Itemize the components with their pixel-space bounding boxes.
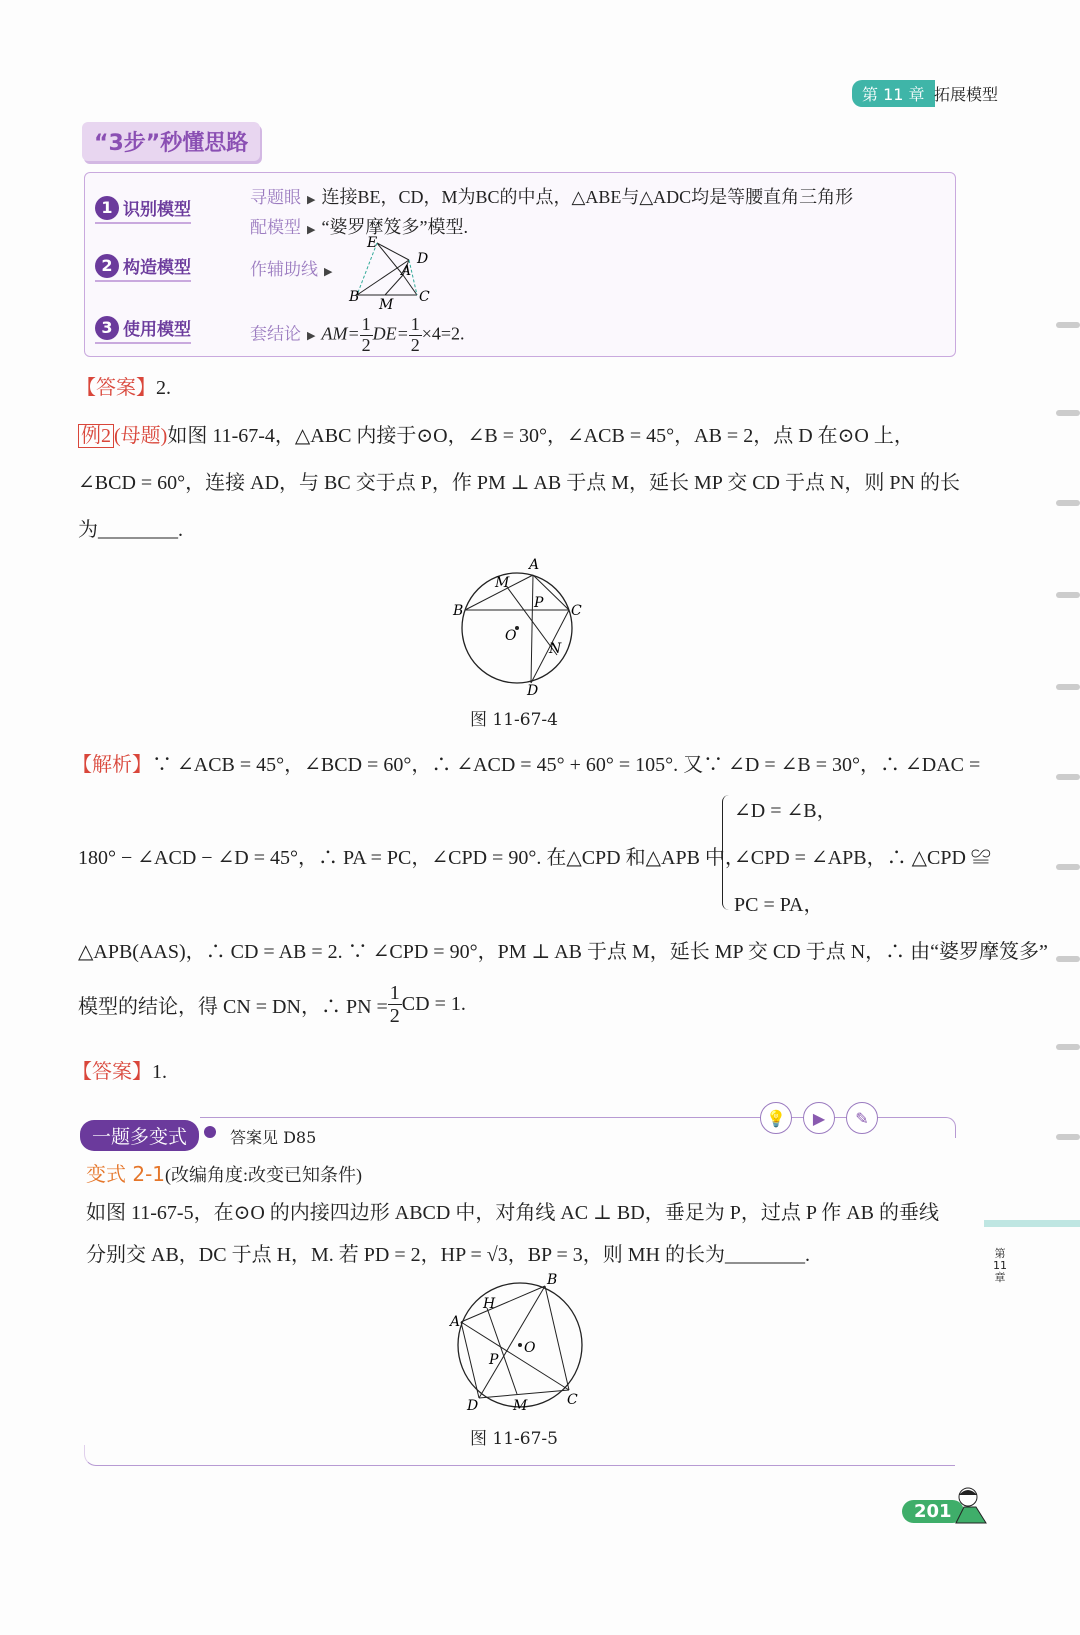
fraction: $\frac{1}{2}$ [410, 314, 420, 355]
figure-11-67-5 [445, 1272, 595, 1422]
example-2-line-2: ∠BCD = 60°，连接 AD，与 BC 交于点 P，作 PM ⊥ AB 于点 M，延长 MP 交 CD 于点 N，则 PN 的长 [78, 472, 960, 494]
step-number: 3 [95, 316, 119, 340]
answer-tag: 【答案】 [72, 1061, 152, 1083]
formula: AM= [321, 323, 360, 344]
thinking-title: “3步”秒懂思路 [82, 122, 260, 161]
fraction: $\frac{1}{2}$ [389, 982, 400, 1027]
step-number: 1 [95, 196, 119, 220]
brace-condition: ∠D = ∠B， [734, 800, 837, 822]
row-label: 套结论 [250, 324, 301, 344]
chapter-name: 拓展模型 [934, 85, 999, 104]
step-label: 识别模型 [123, 200, 191, 220]
badge-dot [204, 1126, 216, 1138]
solution-tag: 【解析】 [72, 754, 152, 776]
point-label: C [419, 289, 430, 305]
page-number: 201 [902, 1500, 964, 1523]
edge-mark [1056, 1134, 1080, 1140]
variant-line-2: 分别交 AB，DC 于点 H，M. 若 PD = 2，HP = √3，BP = 3，则 MH 的长为________. [86, 1244, 810, 1266]
brace-condition-row [734, 841, 991, 870]
chapter-tag: 第 11 章 [852, 80, 935, 107]
solution-text: 模型的结论，得 CN = DN，∴ PN = [78, 996, 388, 1018]
step-3 [95, 315, 191, 344]
example-2-line-3: 为________. [78, 519, 183, 541]
point-label: O [524, 1340, 536, 1356]
brace-condition: ∠CPD = ∠APB， [734, 847, 887, 869]
variant-subtitle: (改编角度:改变已知条件) [165, 1165, 363, 1185]
answer-2 [72, 1055, 167, 1084]
edge-mark [1056, 322, 1080, 328]
edge-mark [1056, 684, 1080, 690]
step-number: 2 [95, 254, 119, 278]
point-label: H [483, 1296, 496, 1312]
answer-reference: 答案见 D85 [230, 1128, 317, 1147]
row-text: 连接BE，CD，M为BC的中点，△ABE与△ADC均是等腰直角三角形 [321, 187, 854, 207]
arrow-icon: ▶ [307, 330, 316, 343]
point-label: A [450, 1314, 461, 1330]
step-2 [95, 253, 191, 282]
pencil-icon[interactable]: ✎ [846, 1102, 878, 1134]
arrow-icon: ▶ [324, 266, 333, 278]
solution-line-2: 180° − ∠ACD − ∠D = 45°，∴ PA = PC，∠CPD = 90°. 在△CPD 和△APB 中， [78, 847, 745, 869]
point-label: A [401, 263, 412, 279]
edge-mark [1056, 592, 1080, 598]
section-bottom-border [84, 1445, 955, 1466]
brace [722, 795, 729, 910]
answer-value: 2. [156, 377, 171, 399]
solution-line-3: △APB(AAS)，∴ CD = AB = 2. ∵ ∠CPD = 90°，PM ⊥ AB 于点 M，延长 MP 交 CD 于点 N，∴ 由“婆罗摩笈多” [78, 941, 1048, 963]
variant-line-1: 如图 11-67-5，在⊙O 的内接四边形 ABCD 中，对角线 AC ⊥ BD，垂足为 P，过点 P 作 AB 的垂线 [86, 1202, 940, 1224]
variant-title [86, 1158, 362, 1187]
point-label: B [547, 1272, 558, 1288]
fraction: $\frac{1}{2}$ [361, 314, 371, 355]
point-label: P [489, 1352, 499, 1368]
point-label: P [534, 595, 544, 611]
point-label: N [549, 641, 562, 657]
point-label: C [571, 603, 582, 619]
row-label: 寻题眼 [250, 188, 301, 207]
variant-label: 变式 2-1 [86, 1162, 166, 1186]
example-subtag: (母题) [114, 425, 168, 447]
point-label: D [527, 683, 539, 699]
point-label: M [379, 297, 394, 313]
edge-mark [1056, 774, 1080, 780]
three-step-box [84, 172, 956, 357]
example-2-line-1 [78, 419, 914, 448]
row-text: “婆罗摩笈多”模型. [321, 217, 468, 237]
row-conclusion [250, 315, 465, 356]
cartoon-student-icon [950, 1485, 990, 1525]
solution-line-4 [78, 982, 466, 1027]
solution-text: ∵ ∠ACB = 45°，∠BCD = 60°，∴ ∠ACD = 45° + 60° = 105°. 又∵ ∠D = ∠B = 30°，∴ ∠DAC = [152, 754, 981, 776]
arrow-icon: ▶ [307, 224, 316, 236]
model-figure [347, 235, 437, 315]
solution-text: CD = 1. [401, 993, 466, 1015]
point-label: B [349, 289, 360, 305]
formula: DE= [372, 323, 409, 344]
side-chapter-label: 第11章 [993, 1247, 1007, 1285]
figure-caption: 图 11-67-4 [470, 710, 558, 730]
edge-mark [1056, 1044, 1080, 1050]
point-label: M [495, 575, 510, 591]
play-icon[interactable]: ▶ [803, 1102, 835, 1134]
step-label: 使用模型 [123, 320, 191, 340]
answer-value: 1. [152, 1061, 167, 1083]
row-aux [250, 255, 338, 280]
figure-caption: 图 11-67-5 [470, 1429, 558, 1449]
point-label: D [417, 251, 429, 267]
answer-tag: 【答案】 [76, 377, 156, 399]
row-label: 配模型 [250, 218, 301, 237]
row-label: 作辅助线 [250, 260, 318, 279]
lightbulb-icon[interactable]: 💡 [760, 1102, 792, 1134]
point-label: E [367, 235, 378, 251]
example-tag: 例2 [78, 424, 114, 448]
chapter-edge-tab [984, 1220, 1080, 1227]
point-label: B [453, 603, 464, 619]
point-label: O [505, 628, 517, 644]
formula: ×4=2. [421, 323, 465, 344]
point-label: A [529, 557, 540, 573]
arrow-icon: ▶ [307, 194, 316, 206]
edge-mark [1056, 500, 1080, 506]
brace-condition: PC = PA， [734, 894, 824, 916]
step-1 [95, 195, 191, 224]
solution-line-1 [72, 748, 980, 777]
step-label: 构造模型 [123, 258, 191, 278]
figure-11-67-4 [445, 555, 595, 700]
point-label: C [567, 1392, 578, 1408]
point-label: D [467, 1398, 479, 1414]
edge-mark [1056, 410, 1080, 416]
section-badge: 一题多变式 [80, 1120, 199, 1151]
edge-mark [1056, 956, 1080, 962]
point-label: M [513, 1398, 528, 1414]
answer-1 [76, 371, 171, 400]
example-text: 如图 11-67-4，△ABC 内接于⊙O，∠B = 30°，∠ACB = 45°，AB = 2，点 D 在⊙O 上， [167, 425, 914, 447]
solution-text: ∴ △CPD ≌ [886, 847, 991, 869]
edge-mark [1056, 864, 1080, 870]
row-find [250, 183, 853, 209]
